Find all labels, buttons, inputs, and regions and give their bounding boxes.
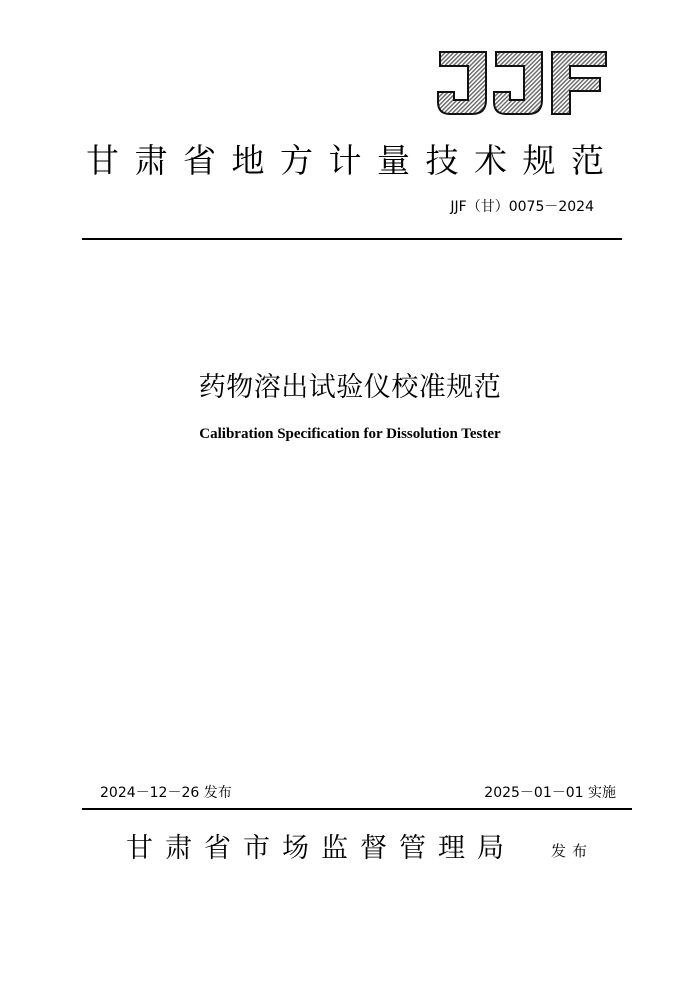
jjf-logo [436,48,608,118]
standard-code: JJF（甘）0075－2024 [450,199,594,215]
series-title: 甘肃省地方计量技术规范 [86,141,620,180]
issue-date: 2024－12－26 发布 [100,785,232,801]
bottom-divider [82,808,632,810]
implementation-date: 2025－01－01 实施 [484,785,616,801]
issuing-authority: 甘肃省市场监督管理局 [126,833,516,864]
top-divider [82,238,622,240]
document-title-english: Calibration Specification for Dissolution Tester [199,426,501,442]
publish-label: 发布 [551,842,594,860]
document-title-chinese: 药物溶出试验仪校准规范 [198,372,502,403]
